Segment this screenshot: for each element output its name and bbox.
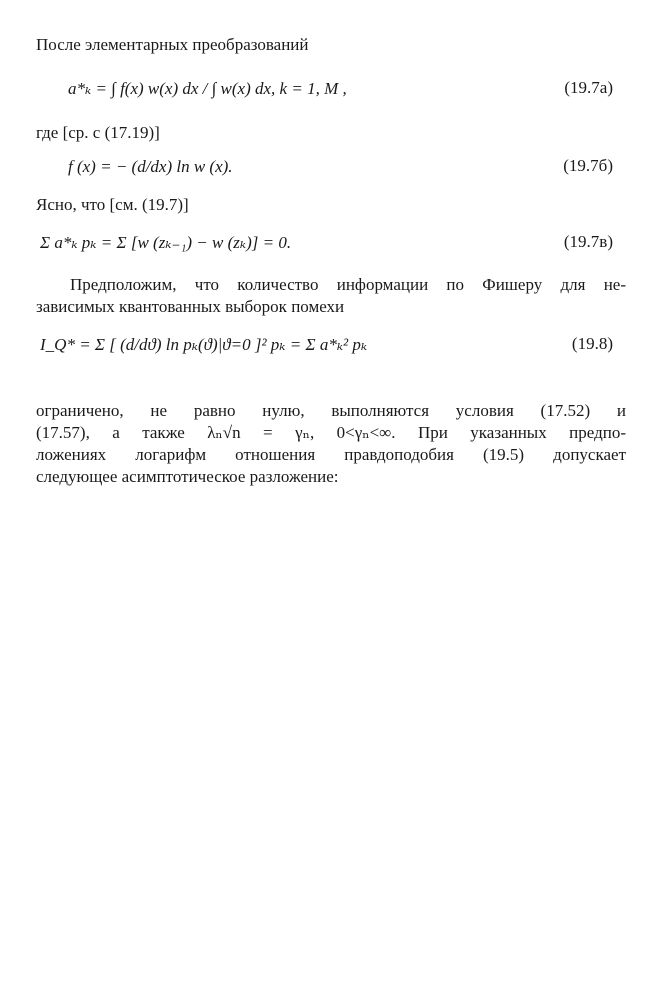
equation-19-7v xyxy=(40,232,291,254)
text-line: ограничено, не равно нулю, выполняются условия (17.52) и xyxy=(36,401,626,420)
equation-formula: a*ₖ = ∫ f(x) w(x) dx / ∫ w(x) dx, k = 1, M , xyxy=(68,79,347,98)
equation-number: (19.8) xyxy=(571,334,613,353)
equation-formula: I_Q* = Σ [ (d/dϑ) ln pₖ(ϑ)|ϑ=0 ]² pₖ = Σ a*ₖ² pₖ xyxy=(40,335,368,354)
text-line: ложениях логарифм отношения правдоподобия (19.5) допускает xyxy=(36,445,626,464)
text-line: Ясно, что [см. (19.7)] xyxy=(36,195,189,214)
equation-19-7a xyxy=(68,78,347,100)
text-line: Предположим, что количество информации по Фишеру для не- xyxy=(70,275,626,294)
text-line: где [ср. с (17.19)] xyxy=(36,123,160,142)
equation-number: (19.7в) xyxy=(563,232,613,251)
equation-formula: Σ a*ₖ pₖ = Σ [w (zₖ₋₁) − w (zₖ)] = 0. xyxy=(40,233,292,252)
equation-number: (19.7б) xyxy=(563,156,613,175)
equation-19-7b xyxy=(68,156,233,178)
equation-19-8 xyxy=(40,334,367,356)
text-line: (17.57), а также λₙ√n = γₙ, 0<γₙ<∞. При указанных предпо- xyxy=(36,423,626,442)
text-line: следующее асимптотическое разложение: xyxy=(36,467,339,486)
text-line: зависимых квантованных выборок помехи xyxy=(36,297,345,316)
equation-number: (19.7а) xyxy=(564,78,613,97)
text-line: После элементарных преобразований xyxy=(36,35,309,54)
equation-formula: f (x) = − (d/dx) ln w (x). xyxy=(68,157,233,176)
